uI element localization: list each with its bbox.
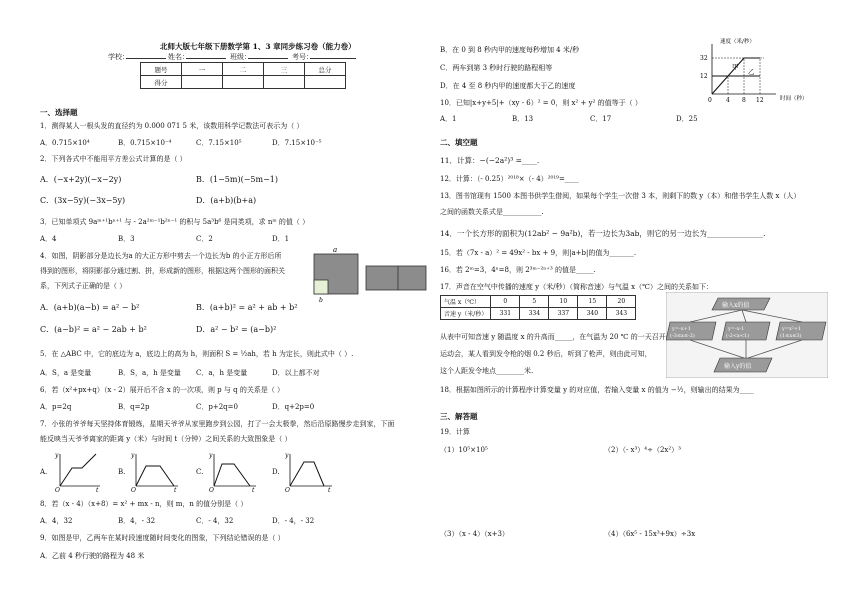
xtick-8: 8 xyxy=(742,97,746,104)
q5-stem: 5．在 △ABC 中，它的底边为 a，底边上的高为 h，则面积 S = ½ah，若 h 为定长，则此式中（ ）. xyxy=(40,350,354,358)
score-cell[interactable] xyxy=(305,76,346,89)
q6-stem: 6．若（x²+px+q）（x - 2）展开后不含 x 的一次项，则 p 与 q 的关系是（ ） xyxy=(40,386,285,394)
q6-option-b[interactable]: B．q=2p xyxy=(118,403,150,411)
axis-y-label: y xyxy=(131,452,135,459)
q6-option-c[interactable]: C．p+2q=0 xyxy=(196,403,238,411)
q8-option-b[interactable]: B．4，- 32 xyxy=(118,517,156,525)
q9-option-d[interactable]: D．在 4 至 8 秒内甲的速度都大于乙的速度 xyxy=(440,82,576,90)
section-fill: 二、填空题 xyxy=(440,138,478,147)
chart-xlabel: 时间（秒） xyxy=(780,96,808,102)
q7-graph-d xyxy=(282,450,334,492)
q19-part2: （2）（- x³）⁴÷（2x²）³ xyxy=(604,446,681,454)
q3-stem: 3．已知单项式 9aᵐ⁺¹bⁿ⁺¹ 与 - 2a²ᵐ⁻¹b²ⁿ⁻¹ 的积与 5a³b⁶ 是同类项，求 nᵐ 的值（ ） xyxy=(40,218,310,226)
q7-graph-b xyxy=(128,450,180,492)
score-header: 一 xyxy=(182,63,223,76)
exam-no-label: 考号： xyxy=(292,53,313,61)
q5-option-d[interactable]: D．以上都不对 xyxy=(272,369,320,377)
q15-stem: 15．若（7x - a）² = 49x² - bx + 9，则|a+b|的值为_______. xyxy=(440,249,637,257)
q17-cell: 331 xyxy=(491,308,520,320)
q8-option-d[interactable]: D．- 4，- 32 xyxy=(272,517,315,525)
q10-option-a[interactable]: A．1 xyxy=(440,115,457,123)
q17-cell: 5 xyxy=(520,296,549,308)
q5-option-a[interactable]: A．S，a 是变量 xyxy=(40,369,92,377)
q4-option-a[interactable]: A．(a+b)(a−b) = a² − b² xyxy=(40,303,140,312)
q1-option-c[interactable]: C．7.15×10⁵ xyxy=(196,139,242,147)
score-header: 二 xyxy=(223,63,264,76)
xtick-4: 4 xyxy=(726,97,730,104)
q6-option-a[interactable]: A．p=2q xyxy=(40,403,72,411)
label-yi: 乙 xyxy=(748,68,755,76)
q4-stem-line2: 得到的图形，将阴影部分通过割、拼，形成新的图形，根据这两个图形的面积关 xyxy=(40,267,285,275)
axis-origin-label: O xyxy=(209,487,214,492)
q3-option-d[interactable]: D．1 xyxy=(272,235,290,243)
q2-option-d[interactable]: D．(a+b)(b+a) xyxy=(196,196,257,205)
q7-option-a[interactable]: A. xyxy=(40,468,48,476)
q17-cell: 15 xyxy=(578,296,607,308)
q18-flowchart xyxy=(666,292,828,378)
q1-stem: 1．测得某人一根头发的直径约为 0.000 071 5 米，该数用科学记数法可表示为（ ） xyxy=(40,122,304,130)
q5-option-b[interactable]: B．S，a，h 是变量 xyxy=(118,369,181,377)
axis-t-label: t xyxy=(96,487,99,492)
q10-option-b[interactable]: B．13 xyxy=(512,115,534,123)
q17-stem-line4: 这个人距发令地点________米. xyxy=(440,367,534,375)
q9-option-c[interactable]: C．两车到第 3 秒时行驶的路程相等 xyxy=(440,64,553,72)
q17-row2-label: 音速 y（米/秒） xyxy=(441,308,491,320)
q7-stem-line1: 7．小张的爷爷每天坚持体育锻炼，星期天爷爷从家里跑步到公园，打了一会太极拳，然后沿原路慢步走到家，下面 xyxy=(40,420,395,428)
q1-option-d[interactable]: D．7.15×10⁻⁵ xyxy=(272,139,322,147)
class-label: 班级： xyxy=(230,53,251,61)
ytick-32: 32 xyxy=(700,55,708,62)
q8-stem: 8．若（x - 4）（x+8）= x² + mx - n，则 m，n 的值分别是（ ） xyxy=(40,500,248,508)
q7-graph-a xyxy=(52,450,102,492)
q5-option-c[interactable]: C．a，h 是变量 xyxy=(196,369,248,377)
q12-stem: 12．计算：（- 0.25）²⁰¹⁸×（- 4）²⁰¹⁹=____ xyxy=(440,175,579,183)
axis-origin-label: O xyxy=(131,487,136,492)
score-cell[interactable] xyxy=(223,76,264,89)
q17-cell: 334 xyxy=(520,308,549,320)
q17-cell: 0 xyxy=(491,296,520,308)
q9-stem: 9．如图是甲，乙两车在某时段速度随时间变化的图象，下列结论错误的是（ ） xyxy=(40,534,285,542)
q16-stem: 16．若 2ᵐ=3，4ⁿ=8，则 2³ᵐ⁻²ⁿ⁺³ 的值是_____. xyxy=(440,266,596,274)
class-blank[interactable] xyxy=(248,58,288,59)
q1-option-b[interactable]: B．0.715×10⁻⁴ xyxy=(118,139,172,147)
q4-option-d[interactable]: D．a² − b² = (a−b)² xyxy=(196,325,277,334)
q6-option-d[interactable]: D．q+2p=0 xyxy=(272,403,315,411)
q8-option-c[interactable]: C．- 4，32 xyxy=(196,517,234,525)
q14-stem: 14．一个长方形的面积为(12ab² − 9a²b)，若一边长为3ab，则它的另一边长为_______________. xyxy=(440,229,766,238)
q17-stem-line1: 17．声音在空气中传播的速度 y（米/秒）（简称音速）与气温 x（℃）之间的关系如下： xyxy=(440,283,713,291)
q9-option-b[interactable]: B．在 0 到 8 秒内甲的速度每秒增加 4 米/秒 xyxy=(440,46,580,54)
q4-stem-line1: 4．如图，阴影部分是边长为a 的大正方形中剪去一个边长为b 的小正方形后所 xyxy=(40,252,282,260)
q7-option-b[interactable]: B. xyxy=(118,468,126,476)
q2-stem: 2．下列各式中不能用平方差公式计算的是（ ） xyxy=(40,155,187,163)
flow-branch-3: y=x²+1 (1≤x≤3) xyxy=(780,326,802,339)
score-table xyxy=(140,62,346,89)
q7-option-c[interactable]: C. xyxy=(196,468,204,476)
q9-speed-time-chart xyxy=(698,36,828,104)
q1-option-a[interactable]: A．0.715×10⁴ xyxy=(40,139,90,147)
q19-part1: （1）10⁵×10⁵ xyxy=(440,446,488,454)
q8-option-a[interactable]: A．4，32 xyxy=(40,517,73,525)
q4-label-a: a xyxy=(333,246,338,254)
q2-option-c[interactable]: C．(3x−5y)(−3x−5y) xyxy=(40,196,126,205)
q4-option-c[interactable]: C．(a−b)² = a² − 2ab + b² xyxy=(40,325,147,334)
flow-branch-2: y=-x-1 (-2<x<1) xyxy=(726,326,750,339)
score-cell[interactable] xyxy=(182,76,223,89)
q17-cell: 343 xyxy=(607,308,636,320)
q13-stem-line2: 之间的函数关系式是___________. xyxy=(440,208,544,216)
name-blank[interactable] xyxy=(186,58,226,59)
score-header: 三 xyxy=(264,63,305,76)
q7-stem-line2: 能反映当天爷爷离家的距离 y（米）与时间 t（分钟）之间关系的大致图象是（ ） xyxy=(40,435,292,443)
chart-ylabel: 速度（米/秒） xyxy=(720,39,755,45)
q17-row1-label: 气温 x（℃） xyxy=(441,296,491,308)
flow-output: 输入y的值 xyxy=(724,363,752,370)
q3-option-b[interactable]: B．3 xyxy=(118,235,135,243)
q4-option-b[interactable]: B．(a+b)² = a² + ab + b² xyxy=(196,303,298,312)
q19-stem: 19．计算 xyxy=(440,428,470,436)
xtick-12: 12 xyxy=(756,97,764,104)
q4-squares-figure xyxy=(310,244,430,304)
q17-cell: 10 xyxy=(549,296,578,308)
q17-stem-line3: 运动会，某人看到发令枪的烟 0.2 秒后，听到了枪声，则由此可知， xyxy=(440,350,652,358)
exam-no-blank[interactable] xyxy=(310,58,356,59)
q4-stem-line3: 系，下列式子正确的是（ ） xyxy=(40,282,127,290)
axis-y-label: y xyxy=(209,452,213,459)
q3-option-c[interactable]: C．2 xyxy=(196,235,213,243)
q7-option-d[interactable]: D. xyxy=(272,468,280,476)
axis-y-label: y xyxy=(55,452,59,459)
label-jia: 甲 xyxy=(732,63,739,71)
q4-label-b: b xyxy=(319,297,323,304)
ytick-12: 12 xyxy=(700,73,708,80)
score-cell[interactable] xyxy=(264,76,305,89)
axis-origin-label: O xyxy=(55,487,60,492)
q10-option-c[interactable]: C．17 xyxy=(590,115,612,123)
rearranged-rectangle xyxy=(366,266,426,290)
page-title: 北师大版七年级下册数学第 1、3 章同步练习卷（能力卷） xyxy=(160,42,356,51)
q10-stem: 10．已知|x+y+5|+（xy - 6）² = 0，则 x² + y² 的值等于（ ） xyxy=(440,99,642,107)
q17-table xyxy=(440,295,636,320)
school-blank[interactable] xyxy=(126,58,166,59)
q7-graph-c xyxy=(206,450,258,492)
axis-origin-label: O xyxy=(285,487,290,492)
q17-stem-line2: 从表中可知音速 y 随温度 x 的升高而_____，在气温为 20 ℃ 的一天召开 xyxy=(440,333,666,341)
axis-t-label: t xyxy=(328,487,331,492)
q17-cell: 340 xyxy=(578,308,607,320)
flow-branch-1: y=-x+1 (-3≤x≤-2) xyxy=(670,326,695,339)
flow-input: 输入x的值 xyxy=(722,302,750,309)
q19-part3: （3）（x - 4）（x+3） xyxy=(440,530,509,538)
section-solve: 三、解答题 xyxy=(440,412,478,421)
axis-t-label: t xyxy=(252,487,255,492)
q17-cell: 337 xyxy=(549,308,578,320)
q13-stem-line1: 13．图书馆现有 1500 本图书供学生借阅，如果每个学生一次借 3 本，则剩下的数 y（本）和借书学生人数 x（人） xyxy=(440,192,801,200)
score-header: 题号 xyxy=(141,63,182,76)
school-label: 学校： xyxy=(108,53,129,61)
axis-y-label: y xyxy=(285,452,289,459)
q11-stem: 11．计算：−(−2a²)³ =____. xyxy=(440,156,540,165)
q2-option-a[interactable]: A．(−x+2y)(−x−2y) xyxy=(40,175,122,184)
q9-option-a[interactable]: A．乙前 4 秒行驶的路程为 48 米 xyxy=(40,552,145,560)
q19-part4: （4）（6x⁵ - 15x³+9x）÷3x xyxy=(604,530,696,538)
axis-t-label: t xyxy=(174,487,177,492)
score-header: 总分 xyxy=(305,63,346,76)
section-choice: 一、选择题 xyxy=(40,108,78,117)
q10-option-d[interactable]: D．25 xyxy=(676,115,698,123)
q18-stem: 18．根据如图所示的计算程序计算变量 y 的对应值，若输入变量 x 的值为 −½，则输出的结果为____ xyxy=(440,386,754,394)
small-square xyxy=(314,280,328,294)
q3-option-a[interactable]: A．4 xyxy=(40,235,57,243)
q2-option-b[interactable]: B．(1−5m)(−5m−1) xyxy=(196,175,279,184)
q17-cell: 20 xyxy=(607,296,636,308)
score-row-label: 得分 xyxy=(141,76,182,89)
xtick-0: 0 xyxy=(708,97,712,104)
name-label: 姓名： xyxy=(168,53,189,61)
